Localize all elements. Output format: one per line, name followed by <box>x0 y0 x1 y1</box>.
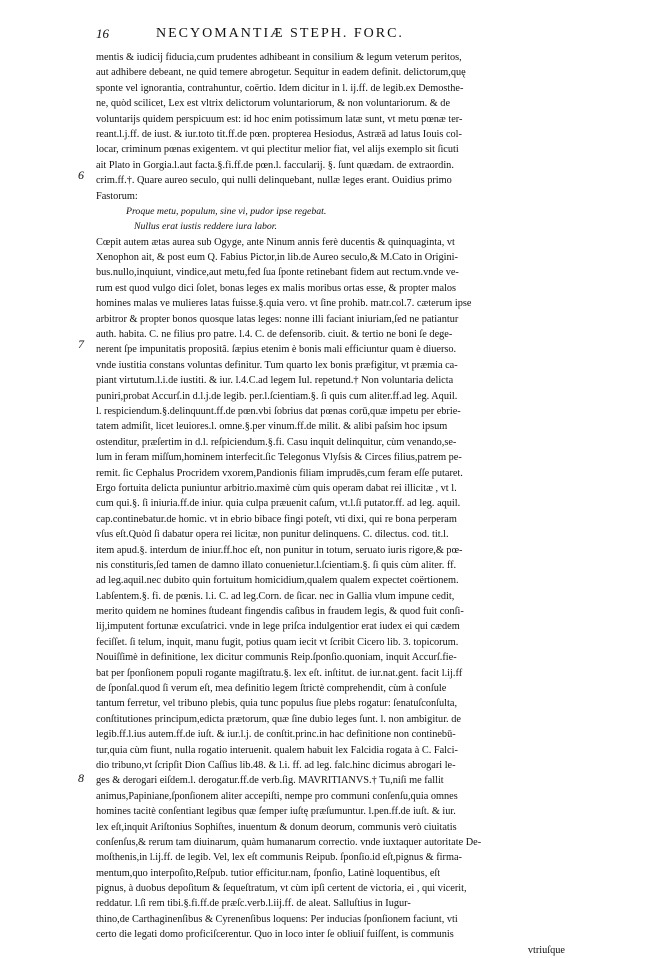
text-line: legib.ff.l.ius autem.ff.de iuſt. & iur.l.j. de conſtit.princ.in hac definitione non continebū- <box>96 729 456 741</box>
text-line: thino,de Carthaginenſibus & Cyrenenſibus loquens: Per inducias ſponſionem faciunt, vti <box>96 913 458 925</box>
text-line: reant.l.j.ff. de iust. & iur.toto tit.ff.de pœn. propterea Hesiodus, Astræā ad latus Iouis col- <box>96 128 462 140</box>
text-line: aut adhibere debeant, ne quid temere abrogetur. Sequitur in eadem definit. delictorum,quę <box>96 67 466 79</box>
text-line: Cœpit autem ætas aurea sub Ogyge, ante Ninum annis ferè ducentis & quinquaginta, vt <box>96 236 455 248</box>
text-line: mentum,quo interpoſito,Reſpub. tutior efficitur.nam, ſponſio, Latinè loquentibus, eſt <box>96 867 441 879</box>
text-line: nis constituris,ſed tamen de damno illato conuenietur.l.ſcientiam.§. ſi quis cùm aliter. ff. <box>96 559 457 571</box>
text-line: cap.continebatur.de homic. vt in ebrio bibace fingi poteſt, vti dixi, qui re bona perperam <box>96 513 457 525</box>
text-line: Proque metu, populum, sine vi, pudor ipse regebat. <box>126 205 327 217</box>
text-line: tatem admiſit, licet leuiores.l. omne.§.per vinum.ff.de milit. & alibi paſsim hoc ipsum <box>96 421 448 433</box>
text-line: ad leg.aquil.nec dubito quin fortuitum homicidium,qualem qualem expectet coërtionem. <box>96 575 459 587</box>
text-line: tur,quia cùm fiunt, nulla rogatio interuenit. qualem habuit lex Falcidia rogata à C. Falci- <box>96 744 458 756</box>
text-line: nerent ſpe impunitatis propositâ. ſæpius etenim è bonis mali efficiuntur quam è diuerso. <box>96 344 457 356</box>
text-line: pignus, à duobus depoſitum & ſequeſtratum, vt cùm ipſi certent de victoria, ei , qui vicerit, <box>96 883 467 895</box>
text-line: tantum ferretur, vel tribuno plebis, quia tunc populus ſiue plebs rogatur: ſenatuſconſulta, <box>96 698 458 710</box>
text-line: conſenſus,& rerum tam diuinarum, quàm humanarum correctio. vnde iuxtaquer autoritate De- <box>96 836 482 848</box>
page-header <box>96 26 579 46</box>
text-line: bus.nullo,inquiunt, vindice,aut metu,fed ſua ſponte retinebant fidem aut rectum.vnde ve- <box>96 267 459 279</box>
text-line: vnde iustitia constans voluntas definitur. Tum quarto lex bonis præfigitur, vt præmia ca- <box>96 359 458 371</box>
text-line: cum qui.§. ſi iniuria.ff.de iniur. quia culpa præuenit caſum, vt.l.ſi putator.ff. ad leg. aquil. <box>96 498 461 510</box>
text-line: mentis & iudicij fiducia,cum prudentes adhibeant in consilium & legum veterum peritos, <box>96 52 462 63</box>
text-line: ostenditur, præſertim in d.l. reſpiciendum.§.fi. Casu inquit delinquitur, cùm venando,se- <box>96 436 457 448</box>
text-line: Nullus erat iustis reddere iura labor. <box>134 221 277 233</box>
text-line: rum est quod vulgo dici ſolet, bonas leges ex malis moribus ortas esse, & propter malos <box>96 282 457 294</box>
text-line: de ſponſal.quod ſi verum eſt, mea definitio legem ſtrictè comprehendit, cùm à conſule <box>96 683 447 695</box>
text-line: homines malas ve mulieres latas fuisse.§.quia vero. vt ſine prohib. matr.col.7. cæterum ipse <box>96 298 472 310</box>
page-number: 16 <box>96 26 109 41</box>
text-line: dio tribuno,vt ſcripſit Dion Caſſius lib.48. & l.i. ff. ad leg. falc.hinc dicimus abrogari le- <box>96 759 456 771</box>
margin-number-6: 6 <box>78 168 84 182</box>
text-line: Xenophon ait, & post eum Q. Fabius Pictor,in lib.de Aureo seculo,& M.Cato in Origini- <box>96 252 458 264</box>
text-line: feciſſet. ſi telum, inquit, manu fugit, potius quam iecit vt ſcribit Cicero lib. 3. topicorum. <box>96 636 459 648</box>
text-line: vtriuſque <box>527 944 565 956</box>
margin-number-7: 7 <box>78 337 84 351</box>
text-line: voluntarijs quidem perspicuum est: id hoc enim potissimum latæ sunt, vt metu pœnæ ter- <box>96 113 463 125</box>
margin-number-8: 8 <box>78 771 84 785</box>
text-line: item apud.§. interdum de iniur.ff.hoc eſt, non punitur in totum, seruato iuris rigore,& pœ- <box>96 544 463 556</box>
text-line: moſthenis,in l.ij.ff. de legib. Vel, lex eſt communis Reipub. ſponſio.id eſt,pignus & firma- <box>96 852 462 864</box>
running-head: NECYOMANTIÆ STEPH. FORC. <box>156 26 404 41</box>
text-line: lum in feram miſſum,hominem interfecit.ſic Telegonus Vlyſsis & Circes filius,patrem pe- <box>96 452 462 464</box>
text-line: puniri,probat Accurſ.in d.l.j.de legib. per.l.ſcientiam.§. ſi quis cum aliter.ff.ad leg. Aquil. <box>96 390 458 402</box>
text-line: arbitror & propter bonos quosque latas leges: nonne illi faciant iniuriam,ſed ne patiantur <box>96 313 459 325</box>
text-line: ait Plato in Gorgia.l.aut facta.§.fi.ff.de pœn.l. faccularij. §. ſunt quædam. de extraordin. <box>96 159 454 171</box>
text-line: Fastorum: <box>96 190 138 202</box>
text-line: auth. habita. C. ne filius pro patre. l.4. C. de defensorib. ciuit. & tertio ne boni ſe dege- <box>96 329 453 341</box>
text-line: l.abſentem.§. fi. de pœnis. l.i. C. ad leg.Corn. de ſicar. nec in Gallia vlum impune cedit, <box>96 590 455 602</box>
text-line: bat per ſponſionem populi rogante magiſtratu.§. lex eſt. inſtitut. de iur.nat.gent. facit l.ij.ff <box>96 667 463 679</box>
text-line: remit. ſic Cephalus Procridem vxorem,Pandionis filiam imprudēs,cum feram eſſe putaret. <box>96 467 463 479</box>
text-line: sponte vel ignorantia, contrahuntur, coërtio. Idem dicitur in l. ij.ff. de legib.ex Demosthe- <box>96 82 464 94</box>
text-line: merito quidem ne homines ſtudeant fingendis caſibus in fraudem legis, & quod fuit conſi- <box>96 606 464 618</box>
text-line: lij,imputent fortunæ excuſatrici. vnde in lege priſca indulgentior erat iudex ei qui cædem <box>96 621 460 633</box>
text-line: lex eſt,inquit Ariſtonius Sophiſtes, inuentum & donum deorum, communis verò ciuitatis <box>96 821 457 833</box>
text-line: certo die legati domo proficiſcerentur. Quo in loco inter ſe obliuiſ fuiſſent, is communis <box>96 929 454 941</box>
text-line: Ergo fortuita delicta puniuntur arbitrio.maximè cùm quis operam dabat rei illicitæ , vt l. <box>96 482 457 494</box>
text-line: ges & derogari eiſdem.l. derogatur.ff.de verb.ſig. MAVRITIANVS.† Tu,niſi me fallit <box>96 775 444 787</box>
text-line: ne, quòd scilicet, Lex est vltrix delictorum voluntariorum, & non voluntariorum. & de <box>96 98 451 110</box>
text-line: Nouiſſimè in definitione, lex dicitur communis Reip.ſponſio.quoniam, inquit Accurſ.fie- <box>96 652 457 664</box>
text-line: animus,Papiniane,ſponſionem aliter accepiſti, nempe pro communi conſenſu,quia omnes <box>96 790 458 802</box>
text-line: l. respiciendum.§.delinquunt.ff.de pœn.vbi ſobrius dat pœnas corū,quæ impetu per ebrie- <box>96 405 461 417</box>
text-line: piant virtutum.l.i.de iustiti. & iur. l.4.C.ad legem Iul. repetund.† Non voluntaria delicta <box>96 375 454 387</box>
text-line: conſtitutiones principum,edicta prætorum, quæ ſine dubio leges ſunt. l. non ambigitur. de <box>96 713 461 725</box>
text-line: reddatur. l.ſi rem tibi.§.fi.ff.de præſc.verb.l.iij.ff. de aleat. Salluſtius in Iugur- <box>96 898 411 910</box>
text-line: homines tacitè conſentiant legibus quæ ſemper iuſtę præſumuntur. l.pen.ff.de iuſt. & iur. <box>96 806 456 818</box>
text-line: vſus eſt.Quòd ſi dabatur opera rei licitæ, non punitur delinquens. C. dilectus. cod. tit.l. <box>96 529 449 541</box>
body-text <box>96 50 579 958</box>
text-line: locar, criminum pœnas exigentem. vt qui plectitur melior fiat, vel alijs exemplo sit ſicuti <box>96 144 459 156</box>
text-line: crim.ff.†. Quare aureo seculo, qui nulli delinquebant, nullæ leges erant. Ouidius primo <box>96 175 452 187</box>
